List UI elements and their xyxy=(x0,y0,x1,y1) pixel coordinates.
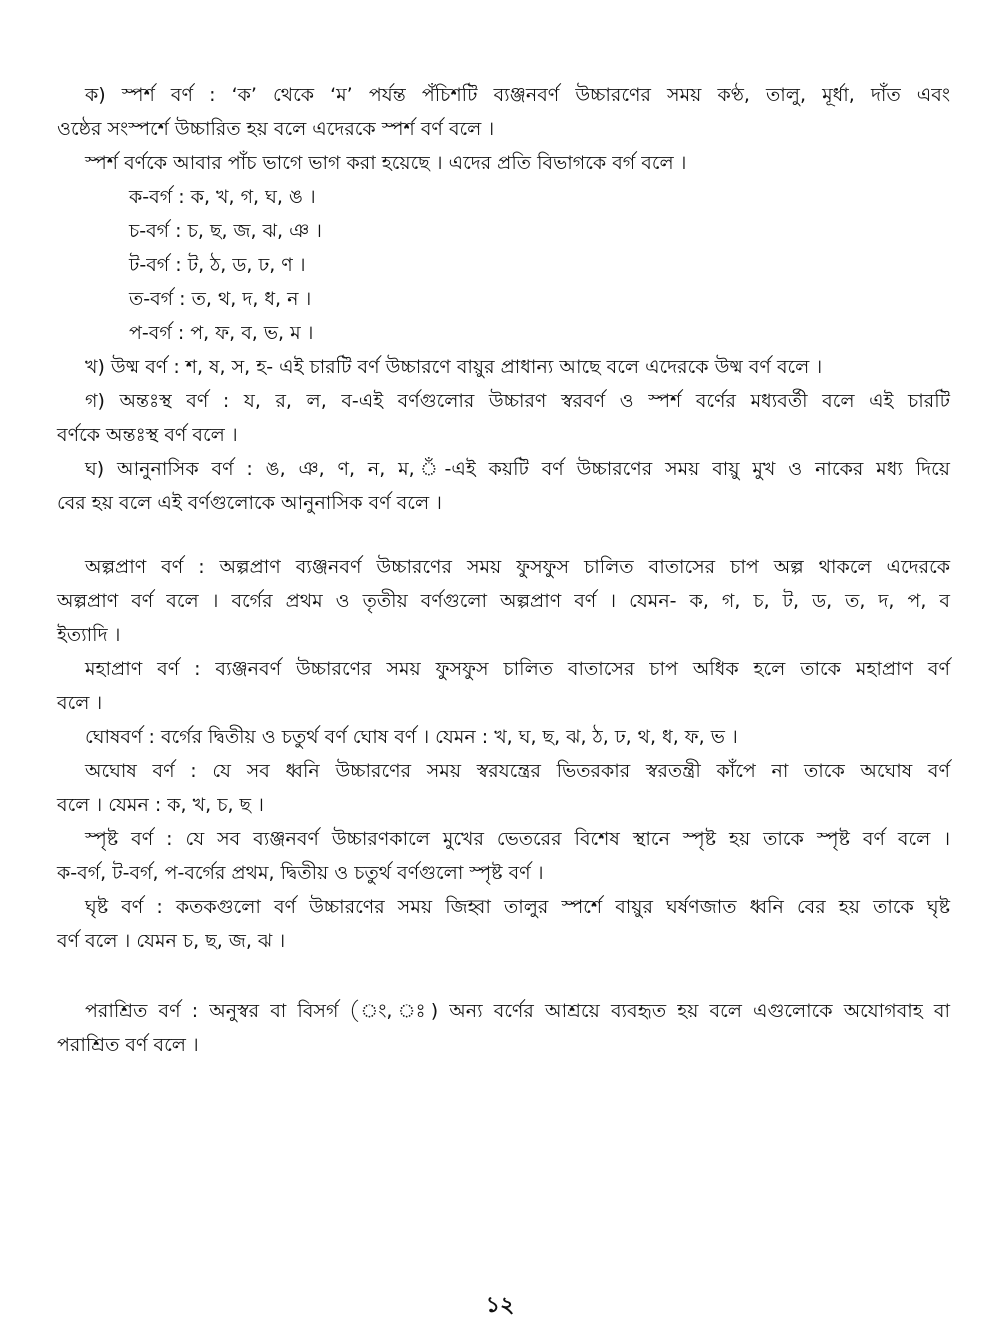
text-line: অঘোষ বর্ণ : যে সব ধ্বনি উচ্চারণের সময় স্বরযন্ত্রের ভিতরকার স্বরতন্ত্রী কাঁপে না তাকে অঘোষ বর্ণ xyxy=(85,760,950,782)
text-line: বর্ণকে অন্তঃস্থ বর্ণ বলে । xyxy=(57,424,238,446)
document-body xyxy=(57,78,950,1062)
text-line: ওষ্ঠের সংস্পর্শে উচ্চারিত হয় বলে এদেরকে স্পর্শ বর্ণ বলে । xyxy=(57,118,495,140)
text-line: ঘৃষ্ট বর্ণ : কতকগুলো বর্ণ উচ্চারণের সময় জিহ্বা তালুর স্পর্শে বায়ুর ঘর্ষণজাত ধ্বনি বের হয় তাকে ঘৃষ্ট xyxy=(85,896,950,918)
page-number: ১২ xyxy=(485,1293,515,1318)
spacer xyxy=(57,520,950,550)
text-line: বর্ণ বলে । যেমন চ, ছ, জ, ঝ । xyxy=(57,930,286,952)
text-line: স্পর্শ বর্ণকে আবার পাঁচ ভাগে ভাগ করা হয়েছে । এদের প্রতি বিভাগকে বর্গ বলে । xyxy=(85,152,687,174)
text-line: ঘ) আনুনাসিক বর্ণ : ঙ, ঞ, ণ, ন, ম, ঁ-এই কয়টি বর্ণ উচ্চারণের সময় বায়ু মুখ ও নাকের মধ্য দিয়ে xyxy=(85,458,950,480)
text-line: পরাশ্রিত বর্ণ : অনুস্বর বা বিসর্গ (ং, ঃ) অন্য বর্ণের আশ্রয়ে ব্যবহৃত হয় বলে এগুলোকে অযোগবাহ বা xyxy=(85,1000,950,1022)
text-line: স্পৃষ্ট বর্ণ : যে সব ব্যঞ্জনবর্ণ উচ্চারণকালে মুখের ভেতরের বিশেষ স্থানে স্পৃষ্ট হয় তাকে স্পৃষ্ট বর্ণ বলে । xyxy=(85,828,950,850)
list-item: চ-বর্গ : চ, ছ, জ, ঝ, ঞ । xyxy=(129,220,322,242)
text-line: গ) অন্তঃস্থ বর্ণ : য, র, ল, ব-এই বর্ণগুলোর উচ্চারণ স্বরবর্ণ ও স্পর্শ বর্ণের মধ্যবর্তী বলে এই চারটি xyxy=(85,390,950,412)
text-line: খ) উষ্ম বর্ণ : শ, ষ, স, হ- এই চারটি বর্ণ উচ্চারণে বায়ুর প্রাধান্য আছে বলে এদেরকে উষ্ম বর্ণ বলে । xyxy=(85,356,823,378)
text-line: বলে । যেমন : ক, খ, চ, ছ । xyxy=(57,794,264,816)
spacer xyxy=(57,958,950,994)
text-line: ক) স্পর্শ বর্ণ : ‘ক’ থেকে ‘ম’ পর্যন্ত পঁচিশটি ব্যঞ্জনবর্ণ উচ্চারণের সময় কণ্ঠ, তালু, মূর্ধা, দাঁত এবং xyxy=(85,84,950,106)
text-line: অল্পপ্রাণ বর্ণ বলে । বর্গের প্রথম ও তৃতীয় বর্ণগুলো অল্পপ্রাণ বর্ণ । যেমন- ক, গ, চ, ট, ড, ত, দ, প, ব xyxy=(57,590,950,612)
text-line: ঘোষবর্ণ : বর্গের দ্বিতীয় ও চতুর্থ বর্ণ ঘোষ বর্ণ । যেমন : খ, ঘ, ছ, ঝ, ঠ, ঢ, থ, ধ, ফ, ভ । xyxy=(85,726,738,748)
list-item: ট-বর্গ : ট, ঠ, ড, ঢ, ণ । xyxy=(129,254,306,276)
text-line: ক-বর্গ, ট-বর্গ, প-বর্গের প্রথম, দ্বিতীয় ও চতুর্থ বর্ণগুলো স্পৃষ্ট বর্ণ । xyxy=(57,862,544,884)
text-line: পরাশ্রিত বর্ণ বলে । xyxy=(57,1034,199,1056)
text-line: বের হয় বলে এই বর্ণগুলোকে আনুনাসিক বর্ণ বলে । xyxy=(57,492,442,514)
text-line: অল্পপ্রাণ বর্ণ : অল্পপ্রাণ ব্যঞ্জনবর্ণ উচ্চারণের সময় ফুসফুস চালিত বাতাসের চাপ অল্প থাকলে এদেরকে xyxy=(85,556,950,578)
list-item: ক-বর্গ : ক, খ, গ, ঘ, ঙ । xyxy=(129,186,316,208)
text-line: বলে । xyxy=(57,692,103,714)
list-item: প-বর্গ : প, ফ, ব, ভ, ম । xyxy=(129,322,314,344)
text-line: ইত্যাদি । xyxy=(57,624,121,646)
text-line: মহাপ্রাণ বর্ণ : ব্যঞ্জনবর্ণ উচ্চারণের সময় ফুসফুস চালিত বাতাসের চাপ অধিক হলে তাকে মহাপ্রাণ বর্ণ xyxy=(85,658,950,680)
list-item: ত-বর্গ : ত, থ, দ, ধ, ন । xyxy=(129,288,312,310)
